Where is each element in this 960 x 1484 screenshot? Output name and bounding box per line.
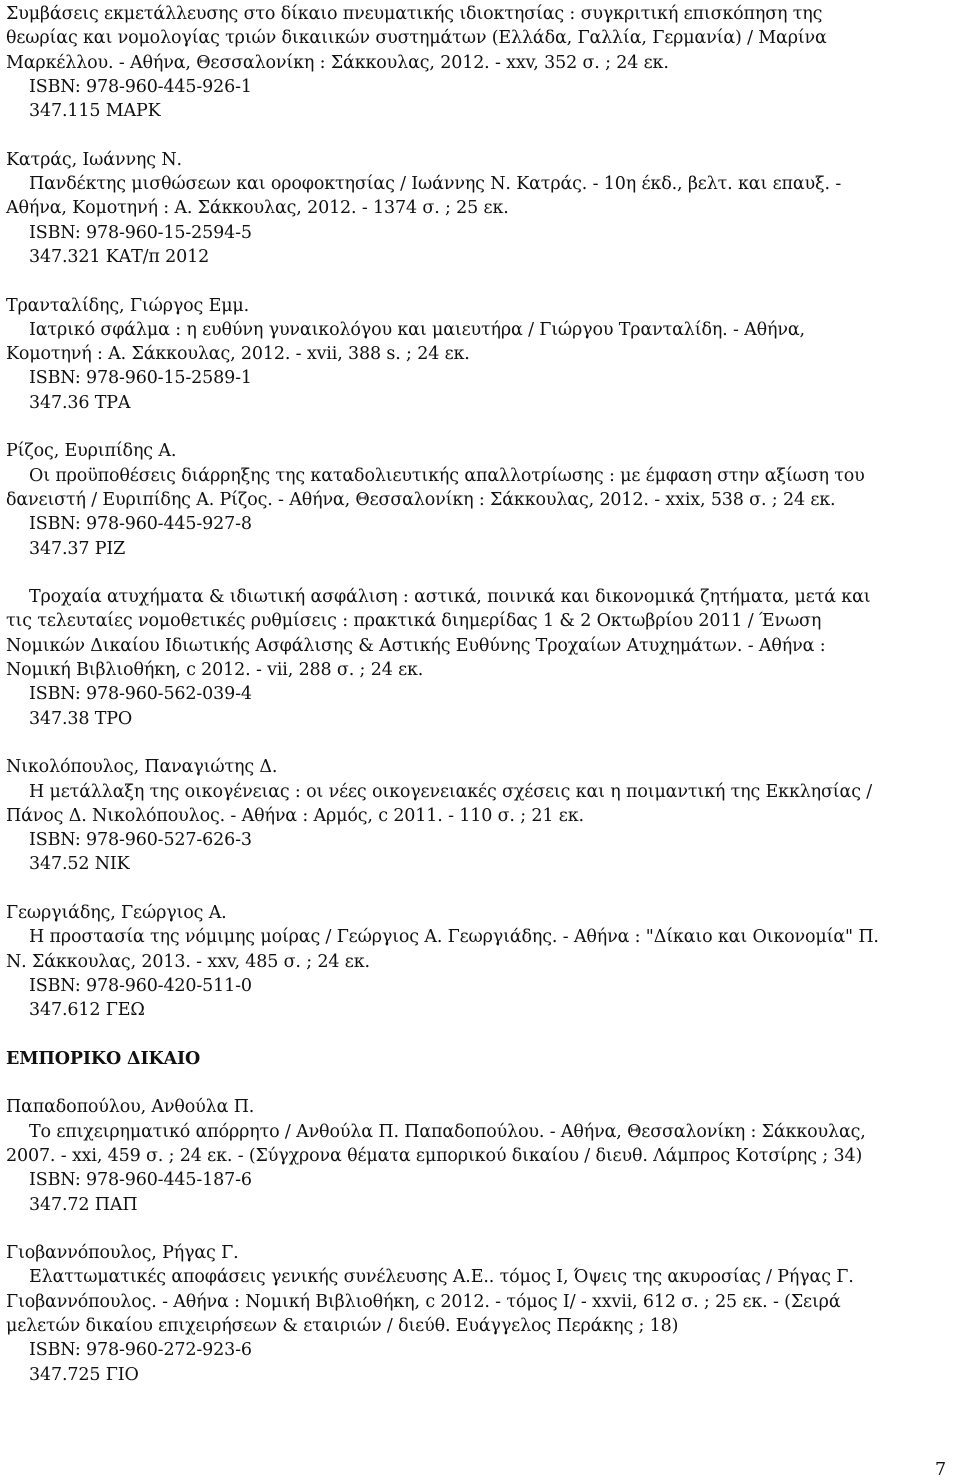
entry-call-number: 347.52 ΝΙΚ — [29, 854, 130, 875]
entry-title-line: Κομοτηνή : Α. Σάκκουλας, 2012. - xvii, 388 s. ; 24 εκ. — [6, 344, 470, 365]
catalog-entry — [6, 148, 952, 269]
entry-author: Νικολόπουλος, Παναγιώτης Δ. — [6, 757, 278, 778]
catalog-page — [6, 2, 952, 1387]
entry-title-line: Η προστασία της νόμιμης μοίρας / Γεώργιος Α. Γεωργιάδης. - Αθήνα : "Δίκαιο και Οικονομία" Π. — [29, 927, 879, 948]
entry-isbn: ISBN: 978-960-15-2589-1 — [29, 368, 252, 389]
entry-author: Ρίζος, Ευριπίδης Α. — [6, 441, 177, 462]
entry-isbn: ISBN: 978-960-272-923-6 — [29, 1340, 252, 1361]
entry-call-number: 347.36 ΤΡΑ — [29, 392, 131, 413]
entry-title-line: Η μετάλλαξη της οικογένειας : οι νέες οικογενειακές σχέσεις και η ποιμαντική της Εκκλησίας / — [29, 781, 872, 802]
entry-title-line: μελετών δικαίου επιχειρήσεων & εταιριών / διεύθ. Ευάγγελος Περάκης ; 18) — [6, 1316, 679, 1337]
entry-title-line: Ελαττωματικές αποφάσεις γενικής συνέλευσης Α.Ε.. τόμος Ι, Όψεις της ακυροσίας / Ρήγας Γ. — [29, 1267, 854, 1288]
entry-title-line: Ιατρικό σφάλμα : η ευθύνη γυναικολόγου και μαιευτήρα / Γιώργου Τρανταλίδη. - Αθήνα, — [29, 319, 805, 340]
entry-title-line: Πανδέκτης μισθώσεων και οροφοκτησίας / Ιωάννης Ν. Κατράς. - 10η έκδ., βελτ. και επαυξ. - — [29, 174, 842, 195]
catalog-entry — [6, 585, 952, 731]
entry-isbn: ISBN: 978-960-562-039-4 — [29, 684, 252, 705]
entry-title-line: θεωρίας και νομολογίας τριών δικαιικών συστημάτων (Ελλάδα, Γαλλία, Γερμανία) / Μαρίνα — [6, 28, 827, 49]
entry-author: Κατράς, Ιωάννης Ν. — [6, 149, 182, 170]
entry-title-line: Πάνος Δ. Νικολόπουλος. - Αθήνα : Αρμός, c 2011. - 110 σ. ; 21 εκ. — [6, 805, 584, 826]
entry-call-number: 347.38 ΤΡΟ — [29, 708, 133, 729]
entry-title-line: Μαρκέλλου. - Αθήνα, Θεσσαλονίκη : Σάκκουλας, 2012. - xxv, 352 σ. ; 24 εκ. — [6, 52, 669, 73]
entry-isbn: ISBN: 978-960-445-927-8 — [29, 514, 252, 535]
entry-isbn: ISBN: 978-960-420-511-0 — [29, 975, 252, 996]
section-heading: ΕΜΠΟΡΙΚΟ ΔΙΚΑΙΟ — [6, 1048, 201, 1069]
entry-title-line: Οι προϋποθέσεις διάρρηξης της καταδολιευτικής απαλλοτρίωσης : με έμφαση στην αξίωση του — [29, 465, 865, 486]
entry-call-number: 347.37 ΡΙΖ — [29, 538, 126, 559]
catalog-entry — [6, 2, 952, 123]
page-number: 7 — [935, 1460, 946, 1480]
entry-author: Τρανταλίδης, Γιώργος Εμμ. — [6, 295, 250, 316]
entry-title-line: δανειστή / Ευριπίδης Α. Ρίζος. - Αθήνα, Θεσσαλονίκη : Σάκκουλας, 2012. - xxix, 538 σ. ; 24 εκ. — [6, 489, 836, 510]
catalog-entry — [6, 439, 952, 560]
entry-title-line: 2007. - xxi, 459 σ. ; 24 εκ. - (Σύγχρονα θέματα εμπορικού δικαίου / διευθ. Λάμπρος Κοτσίρης ; 34) — [6, 1145, 863, 1166]
entry-author: Παπαδοπούλου, Ανθούλα Π. — [6, 1097, 255, 1118]
entry-title-line: Το επιχειρηματικό απόρρητο / Ανθούλα Π. Παπαδοπούλου. - Αθήνα, Θεσσαλονίκη : Σάκκουλας, — [29, 1121, 866, 1142]
entry-call-number: 347.115 ΜΑΡΚ — [29, 101, 161, 122]
entry-isbn: ISBN: 978-960-527-626-3 — [29, 830, 252, 851]
catalog-entry — [6, 1095, 952, 1216]
entry-title-line: Γιοβαννόπουλος. - Αθήνα : Νομική Βιβλιοθήκη, c 2012. - τόμος Ι/ - xxvii, 612 σ. ; 25 εκ. - (Σειρά — [6, 1291, 841, 1312]
entry-title-line: Ν. Σάκκουλας, 2013. - xxv, 485 σ. ; 24 εκ. — [6, 951, 370, 972]
entry-call-number: 347.321 ΚΑΤ/π 2012 — [29, 246, 210, 267]
entry-title-line: Νομική Βιβλιοθήκη, c 2012. - vii, 288 σ. ; 24 εκ. — [6, 660, 424, 681]
entry-title-line: Νομικών Δικαίου Ιδιωτικής Ασφάλισης & Αστικής Ευθύνης Τροχαίων Ατυχημάτων. - Αθήνα : — [6, 635, 826, 656]
entry-title-line: Συμβάσεις εκμετάλλευσης στο δίκαιο πνευματικής ιδιοκτησίας : συγκριτική επισκόπηση της — [6, 4, 823, 24]
catalog-entry — [6, 901, 952, 1022]
catalog-entry — [6, 755, 952, 876]
entry-call-number: 347.612 ΓΕΩ — [29, 1000, 145, 1021]
entry-call-number: 347.72 ΠΑΠ — [29, 1194, 138, 1215]
entry-isbn: ISBN: 978-960-445-187-6 — [29, 1170, 252, 1191]
entry-title-line: τις τελευταίες νομοθετικές ρυθμίσεις : πρακτικά διημερίδας 1 & 2 Οκτωβρίου 2011 / Ένωση — [6, 611, 822, 632]
entry-title-line: Τροχαία ατυχήματα & ιδιωτική ασφάλιση : αστικά, ποινικά και δικονομικά ζητήματα, μετά και — [29, 587, 871, 608]
catalog-entry — [6, 294, 952, 415]
entry-isbn: ISBN: 978-960-445-926-1 — [29, 76, 252, 97]
entry-title-line: Αθήνα, Κομοτηνή : Α. Σάκκουλας, 2012. - 1374 σ. ; 25 εκ. — [6, 198, 509, 219]
entry-author: Γιοβαννόπουλος, Ρήγας Γ. — [6, 1243, 239, 1264]
entry-call-number: 347.725 ΓΙΟ — [29, 1364, 139, 1385]
catalog-entry — [6, 1241, 952, 1387]
entry-isbn: ISBN: 978-960-15-2594-5 — [29, 222, 252, 243]
entry-author: Γεωργιάδης, Γεώργιος Α. — [6, 902, 227, 923]
